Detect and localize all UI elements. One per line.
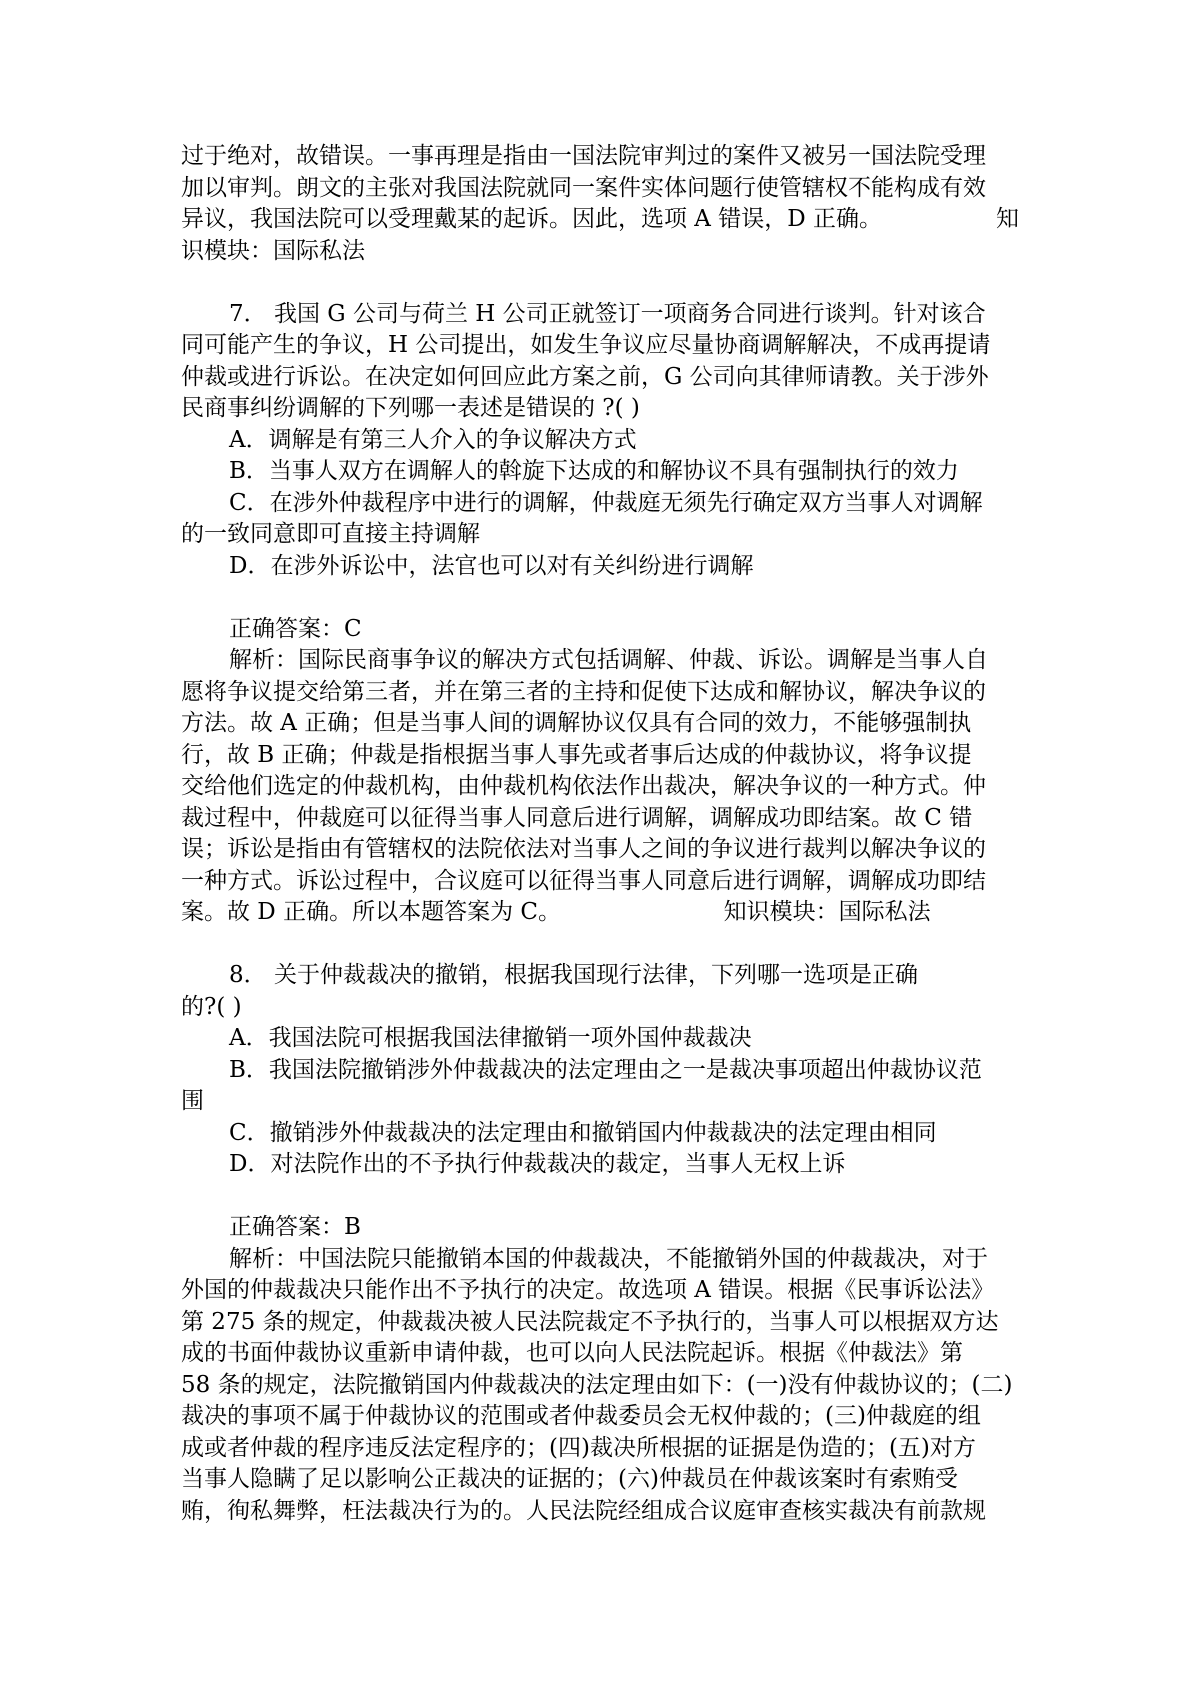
question-7-analysis: 裁过程中，仲裁庭可以征得当事人同意后进行调解，调解成功即结案。故 C 错 (181, 804, 973, 831)
question-8-stem: 8． 关于仲裁裁决的撤销，根据我国现行法律，下列哪一选项是正确 (229, 962, 918, 988)
paragraph-line: 加以审判。朗文的主张对我国法院就同一案件实体问题行使管辖权不能构成有效 (181, 174, 986, 201)
paragraph-line-text: 异议，我国法院可以受理戴某的起诉。因此，选项 A 错误，D 正确。 (181, 206, 882, 232)
question-8-analysis: 贿，徇私舞弊，枉法裁决行为的。人民法院经组成合议庭审查核实裁决有前款规 (181, 1497, 986, 1524)
question-7-option-c-cont: 的一致同意即可直接主持调解 (181, 521, 480, 547)
question-8-analysis: 外国的仲裁裁决只能作出不予执行的决定。故选项 A 错误。根据《民事诉讼法》 (181, 1277, 995, 1303)
knowledge-module-label: 识模块：国际私法 (181, 237, 365, 264)
question-8-analysis: 裁决的事项不属于仲裁协议的范围或者仲裁委员会无权仲裁的；(三)仲裁庭的组 (181, 1403, 981, 1429)
question-7-option-d: D．在涉外诉讼中，法官也可以对有关纠纷进行调解 (229, 552, 754, 579)
document-body (181, 141, 1019, 1527)
question-7-analysis: 一种方式。诉讼过程中，合议庭可以征得当事人同意后进行调解，调解成功即结 (181, 867, 986, 894)
question-7-analysis: 方法。故 A 正确；但是当事人间的调解协议仅具有合同的效力，不能够强制执 (181, 710, 972, 736)
question-7-analysis-text: 案。故 D 正确。所以本题答案为 C。 (181, 899, 561, 925)
question-7-analysis-last (181, 897, 1019, 929)
question-8-option-c: C．撤销涉外仲裁裁决的法定理由和撤销国内仲裁裁决的法定理由相同 (229, 1119, 937, 1146)
question-7-option-b: B．当事人双方在调解人的斡旋下达成的和解协议不具有强制执行的效力 (229, 458, 959, 484)
question-8-analysis: 当事人隐瞒了足以影响公正裁决的证据的；(六)仲裁员在仲裁该案时有索贿受 (181, 1466, 958, 1492)
question-7-option-c: C．在涉外仲裁程序中进行的调解，仲裁庭无须先行确定双方当事人对调解 (229, 489, 983, 516)
question-8-analysis: 58 条的规定，法院撤销国内仲裁裁决的法定理由如下：(一)没有仲裁协议的；(二) (181, 1371, 1013, 1398)
question-8-analysis: 成的书面仲裁协议重新申请仲裁，也可以向人民法院起诉。根据《仲裁法》第 (181, 1340, 963, 1366)
question-8-option-a: A．我国法院可根据我国法律撤销一项外国仲裁裁决 (229, 1025, 752, 1051)
question-7-stem: 仲裁或进行诉讼。在决定如何回应此方案之前，G 公司向其律师请教。关于涉外 (181, 363, 989, 390)
question-7-analysis: 解析：国际民商事争议的解决方式包括调解、仲裁、诉讼。调解是当事人自 (229, 647, 988, 673)
question-8-answer: 正确答案：B (229, 1214, 361, 1240)
question-8-stem: 的?( ) (181, 993, 242, 1020)
question-7-analysis: 误；诉讼是指由有管辖权的法院依法对当事人之间的争议进行裁判以解决争议的 (181, 836, 986, 862)
question-8-analysis: 第 275 条的规定，仲裁裁决被人民法院裁定不予执行的，当事人可以根据双方达 (181, 1308, 999, 1335)
question-7-option-a: A．调解是有第三人介入的争议解决方式 (229, 426, 637, 453)
question-7-analysis: 交给他们选定的仲裁机构，由仲裁机构依法作出裁决，解决争议的一种方式。仲 (181, 773, 986, 799)
question-8-analysis: 解析：中国法院只能撤销本国的仲裁裁决，不能撤销外国的仲裁裁决，对于 (229, 1245, 988, 1272)
question-8-option-d: D．对法院作出的不予执行仲裁裁决的裁定，当事人无权上诉 (229, 1151, 846, 1177)
question-7-stem: 7． 我国 G 公司与荷兰 H 公司正就签订一项商务合同进行谈判。针对该合 (229, 300, 986, 327)
knowledge-module-label-part: 知 (996, 206, 1019, 232)
question-7-stem: 民商事纠纷调解的下列哪一表述是错误的 ?( ) (181, 395, 640, 421)
question-8-option-b: B．我国法院撤销涉外仲裁裁决的法定理由之一是裁决事项超出仲裁协议范 (229, 1056, 982, 1083)
paragraph-line (181, 204, 1019, 236)
question-7-analysis: 愿将争议提交给第三者，并在第三者的主持和促使下达成和解协议，解决争议的 (181, 678, 986, 705)
question-8-option-b-cont: 围 (181, 1088, 204, 1114)
question-7-answer: 正确答案：C (229, 615, 362, 642)
question-7-stem: 同可能产生的争议，H 公司提出，如发生争议应尽量协商调解解决，不成再提请 (181, 332, 991, 358)
question-7-analysis: 行，故 B 正确；仲裁是指根据当事人事先或者事后达成的仲裁协议，将争议提 (181, 741, 972, 768)
paragraph-line: 过于绝对，故错误。一事再理是指由一国法院审判过的案件又被另一国法院受理 (181, 143, 986, 169)
question-8-analysis: 成或者仲裁的程序违反法定程序的；(四)裁决所根据的证据是伪造的；(五)对方 (181, 1434, 976, 1461)
knowledge-module-label: 知识模块：国际私法 (723, 899, 931, 925)
